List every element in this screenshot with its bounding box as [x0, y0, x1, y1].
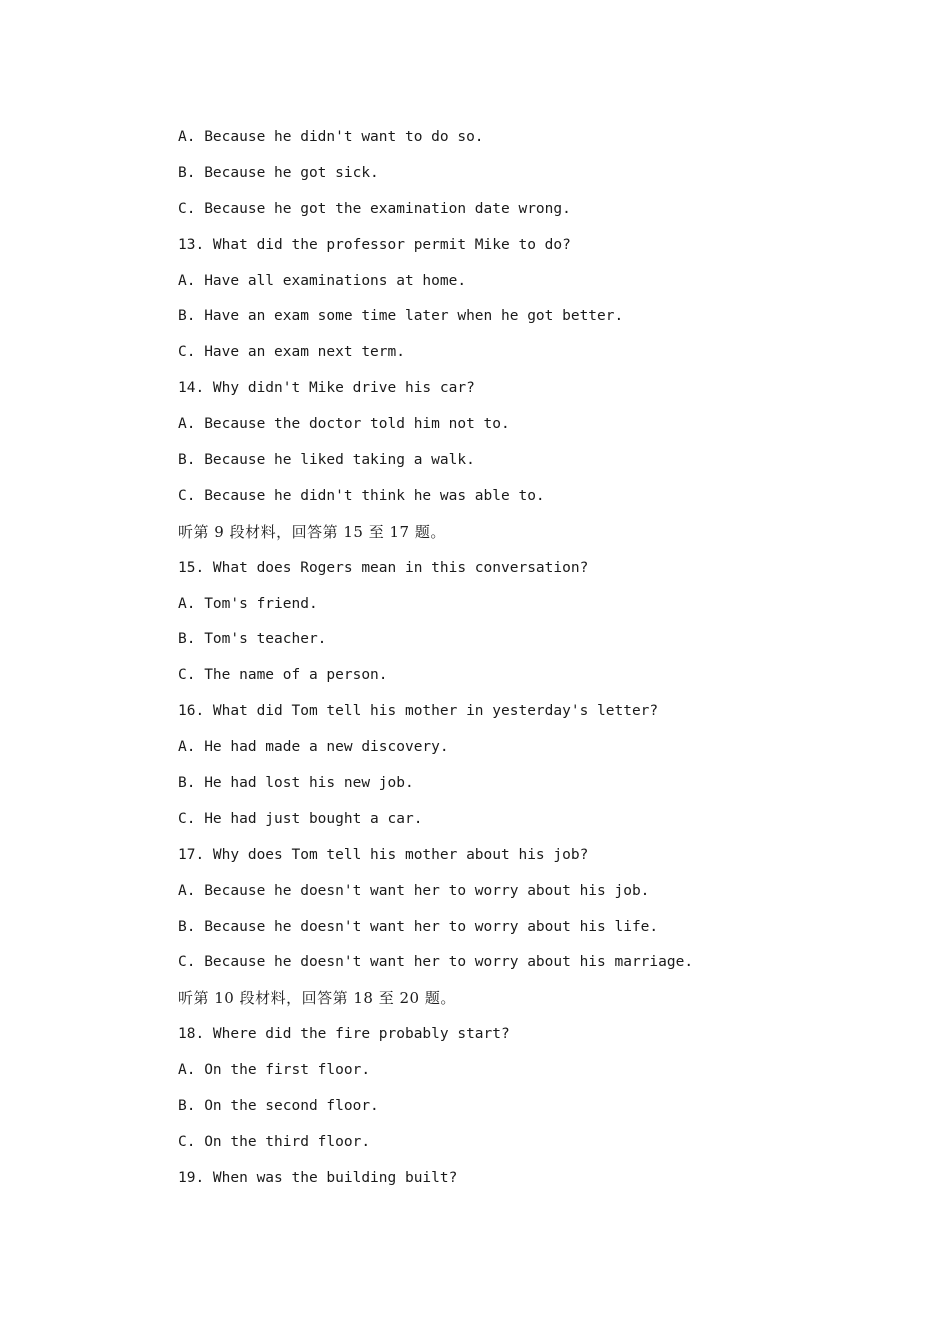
option-line: A. He had made a new discovery.	[178, 739, 449, 756]
option-line: C. The name of a person.	[178, 667, 388, 684]
question-line: 14. Why didn't Mike drive his car?	[178, 380, 475, 397]
option-line: B. Because he doesn't want her to worry about his life.	[178, 918, 659, 935]
section-instruction: 听第 9 段材料，回答第 15 至 17 题。	[178, 522, 446, 541]
option-line: C. On the third floor.	[178, 1133, 371, 1150]
option-line: A. Because he doesn't want her to worry about his job.	[178, 882, 650, 899]
question-line: 13. What did the professor permit Mike to do?	[178, 236, 571, 253]
section-instruction: 听第 10 段材料，回答第 18 至 20 题。	[178, 989, 456, 1008]
option-line: A. Because the doctor told him not to.	[178, 416, 510, 433]
option-line: B. Have an exam some time later when he got better.	[178, 308, 624, 325]
option-line: A. Because he didn't want to do so.	[178, 129, 484, 145]
option-line: A. Tom's friend.	[178, 595, 318, 612]
option-line: C. Because he got the examination date wrong.	[178, 200, 571, 217]
question-line: 16. What did Tom tell his mother in yesterday's letter?	[178, 703, 659, 720]
question-list	[178, 126, 878, 1203]
question-line: 17. Why does Tom tell his mother about his job?	[178, 846, 589, 863]
option-line: B. He had lost his new job.	[178, 775, 414, 792]
question-line: 19. When was the building built?	[178, 1169, 458, 1186]
option-line: C. Because he didn't think he was able to.	[178, 487, 545, 504]
question-line: 18. Where did the fire probably start?	[178, 1026, 510, 1043]
option-line: C. Because he doesn't want her to worry about his marriage.	[178, 954, 694, 971]
option-line: A. On the first floor.	[178, 1062, 371, 1079]
option-line: A. Have all examinations at home.	[178, 272, 467, 289]
option-line: B. Because he got sick.	[178, 164, 379, 181]
option-line: C. Have an exam next term.	[178, 344, 405, 361]
question-line: 15. What does Rogers mean in this conversation?	[178, 559, 589, 576]
option-line: B. On the second floor.	[178, 1098, 379, 1115]
option-line: B. Because he liked taking a walk.	[178, 452, 475, 469]
option-line: B. Tom's teacher.	[178, 631, 327, 648]
option-line: C. He had just bought a car.	[178, 810, 423, 827]
